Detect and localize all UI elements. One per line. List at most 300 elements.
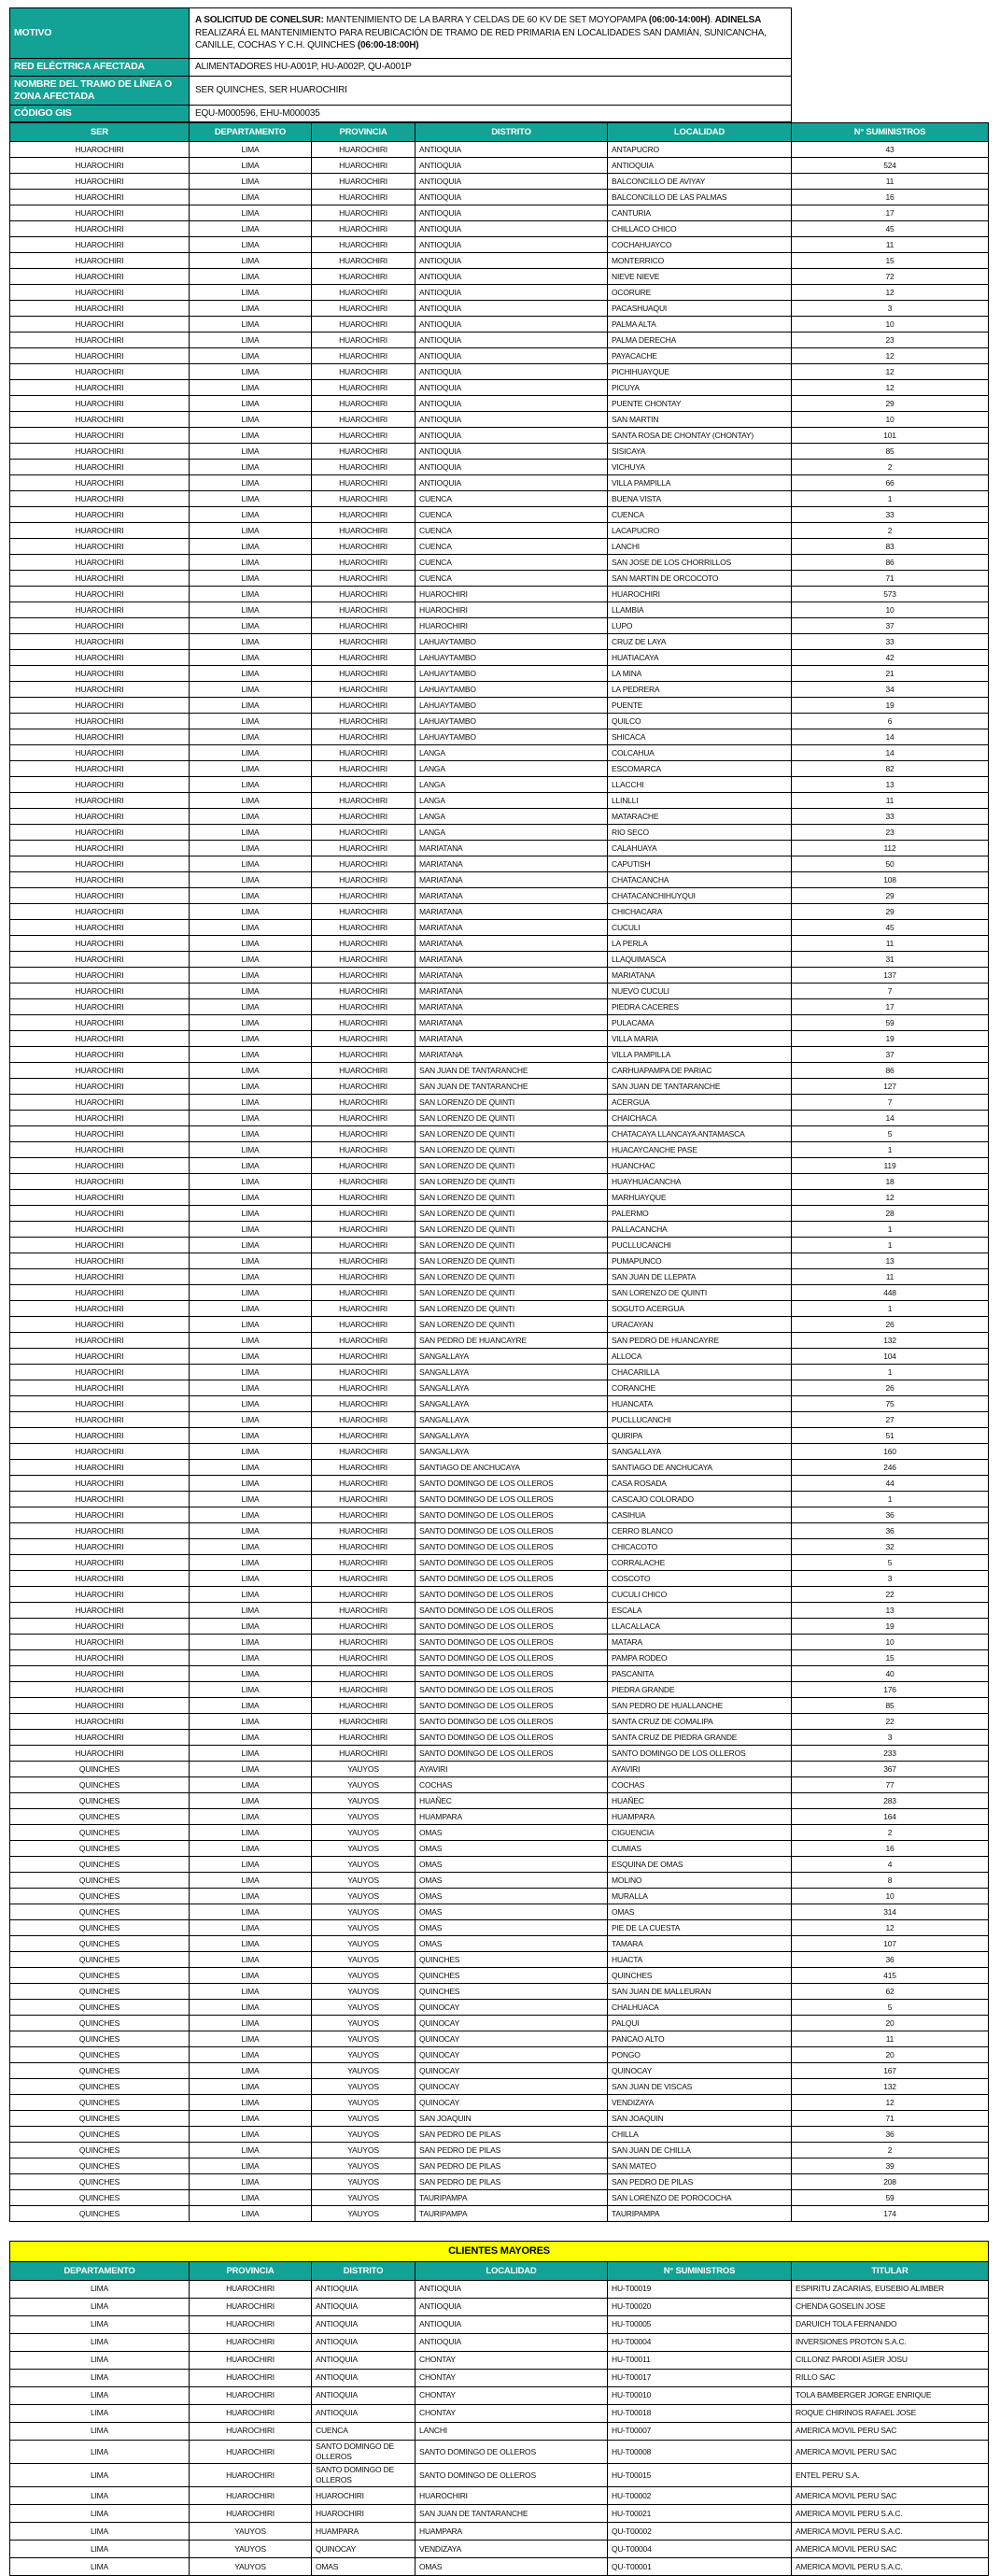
table-row bbox=[10, 2423, 989, 2441]
cell-departamento: LIMA bbox=[190, 174, 312, 190]
cell-suministros: 36 bbox=[792, 1523, 989, 1539]
cell-suministros: 208 bbox=[792, 2174, 989, 2190]
cell-provincia: HUAROCHIRI bbox=[312, 348, 415, 364]
table-row bbox=[10, 2016, 989, 2031]
cell-ser: HUAROCHIRI bbox=[10, 348, 190, 364]
cell-departamento: LIMA bbox=[190, 920, 312, 936]
cell-distrito: LANGA bbox=[415, 777, 608, 793]
cell-provincia: HUAROCHIRI bbox=[312, 317, 415, 333]
cell-ser: HUAROCHIRI bbox=[10, 698, 190, 714]
cell-departamento: LIMA bbox=[190, 1507, 312, 1523]
cell-provincia: HUAROCHIRI bbox=[190, 2334, 312, 2352]
cell-ser: HUAROCHIRI bbox=[10, 1698, 190, 1714]
cell-titular: DARUICH TOLA FERNANDO bbox=[792, 2316, 989, 2334]
cell-suministros: 33 bbox=[792, 809, 989, 825]
cell-ser: HUAROCHIRI bbox=[10, 1714, 190, 1730]
cell-titular: TOLA BAMBERGER JORGE ENRIQUE bbox=[792, 2387, 989, 2405]
cell-ser: HUAROCHIRI bbox=[10, 793, 190, 809]
cell-provincia: YAUYOS bbox=[312, 2206, 415, 2222]
cell-ser: QUINCHES bbox=[10, 1936, 190, 1952]
cell-distrito: ANTIOQUIA bbox=[415, 396, 608, 412]
cell-localidad: SAN MARTIN bbox=[608, 412, 792, 428]
cell-departamento: LIMA bbox=[190, 602, 312, 618]
cell-ser: HUAROCHIRI bbox=[10, 444, 190, 460]
cell-ser: HUAROCHIRI bbox=[10, 507, 190, 523]
cell-ser: HUAROCHIRI bbox=[10, 1682, 190, 1698]
cell-provincia: HUAROCHIRI bbox=[312, 1476, 415, 1492]
cell-distrito: SAN LORENZO DE QUINTI bbox=[415, 1269, 608, 1285]
table-row bbox=[10, 1889, 989, 1904]
cell-distrito: QUINOCAY bbox=[415, 2079, 608, 2095]
cell-titular: CHENDA GOSELIN JOSE bbox=[792, 2299, 989, 2316]
cell-distrito: QUINOCAY bbox=[415, 2031, 608, 2047]
cell-provincia: HUAROCHIRI bbox=[312, 1190, 415, 1206]
cell-departamento: LIMA bbox=[190, 507, 312, 523]
cell-distrito: SANTO DOMINGO DE LOS OLLEROS bbox=[415, 1714, 608, 1730]
col-header-distrito: DISTRITO bbox=[415, 123, 608, 142]
cell-distrito: OMAS bbox=[415, 1825, 608, 1841]
cell-localidad: PUCLLUCANCHI bbox=[608, 1238, 792, 1253]
cell-distrito: SANTO DOMINGO DE LOS OLLEROS bbox=[415, 1698, 608, 1714]
cell-ser: HUAROCHIRI bbox=[10, 1222, 190, 1238]
table-row bbox=[10, 2370, 989, 2387]
cell-localidad: CARHUAPAMPA DE PARIAC bbox=[608, 1063, 792, 1079]
table-row bbox=[10, 698, 989, 714]
cell-distrito: ANTIOQUIA bbox=[415, 174, 608, 190]
cell-departamento: LIMA bbox=[190, 1523, 312, 1539]
cell-distrito: ANTIOQUIA bbox=[415, 237, 608, 253]
table-row bbox=[10, 2158, 989, 2174]
col-header-localidad: LOCALIDAD bbox=[415, 2262, 608, 2281]
cell-departamento: LIMA bbox=[190, 2143, 312, 2158]
cell-distrito: SANGALLAYA bbox=[415, 1365, 608, 1380]
cell-suministros: 1 bbox=[792, 1492, 989, 1507]
cell-ser: HUAROCHIRI bbox=[10, 460, 190, 475]
cell-departamento: LIMA bbox=[190, 190, 312, 205]
cell-suministros: 21 bbox=[792, 666, 989, 682]
cell-provincia: HUAROCHIRI bbox=[312, 1619, 415, 1635]
cell-ser: QUINCHES bbox=[10, 2016, 190, 2031]
cell-provincia: HUAROCHIRI bbox=[312, 761, 415, 777]
table-row bbox=[10, 2405, 989, 2423]
cell-suministros: 44 bbox=[792, 1476, 989, 1492]
cell-ser: HUAROCHIRI bbox=[10, 1444, 190, 1460]
cell-localidad: CORANCHE bbox=[608, 1380, 792, 1396]
cell-departamento: LIMA bbox=[190, 2190, 312, 2206]
cell-departamento: LIMA bbox=[190, 1539, 312, 1555]
cell-departamento: LIMA bbox=[190, 1142, 312, 1158]
cell-provincia: YAUYOS bbox=[312, 2000, 415, 2016]
cell-localidad: SHICACA bbox=[608, 729, 792, 745]
cell-suministros: 36 bbox=[792, 1952, 989, 1968]
cell-departamento: LIMA bbox=[190, 618, 312, 634]
cell-departamento: LIMA bbox=[190, 428, 312, 444]
tramo-zona-value: SER QUINCHES, SER HUAROCHIRI bbox=[190, 76, 792, 105]
table-row bbox=[10, 1777, 989, 1793]
cell-departamento: LIMA bbox=[190, 1904, 312, 1920]
table-row bbox=[10, 888, 989, 904]
cell-departamento: LIMA bbox=[190, 1015, 312, 1031]
cell-departamento: LIMA bbox=[190, 587, 312, 602]
cell-suministros: 448 bbox=[792, 1285, 989, 1301]
cell-localidad: LA PERLA bbox=[608, 936, 792, 952]
cell-titular: AMERICA MOVIL PERU S.A.C. bbox=[792, 2558, 989, 2576]
table-row bbox=[10, 1285, 989, 1301]
cell-suministros: 1 bbox=[792, 1365, 989, 1380]
table-row bbox=[10, 1936, 989, 1952]
cell-suministros: 11 bbox=[792, 793, 989, 809]
cell-localidad: ANTIOQUIA bbox=[415, 2316, 608, 2334]
cell-ser: HUAROCHIRI bbox=[10, 174, 190, 190]
cell-localidad: VENDIZAYA bbox=[608, 2095, 792, 2111]
cell-localidad: SAN JUAN DE VISCAS bbox=[608, 2079, 792, 2095]
cell-ser: QUINCHES bbox=[10, 2063, 190, 2079]
cell-departamento: LIMA bbox=[190, 841, 312, 856]
motivo-text-3: REALIZARÁ EL MANTENIMIENTO PARA REUBICACIÓN DE TRAMO DE RED PRIMARIA EN LOCALIDADES SAN DAMIÁN, SUNICANCHA, CANILLE, COCHAS Y C.H. QUINCHES bbox=[195, 27, 767, 51]
cell-suministros: 36 bbox=[792, 2127, 989, 2143]
table-row bbox=[10, 1873, 989, 1889]
cell-distrito: SANTO DOMINGO DE LOS OLLEROS bbox=[415, 1635, 608, 1650]
cell-distrito: ANTIOQUIA bbox=[415, 348, 608, 364]
cell-distrito: OMAS bbox=[415, 1904, 608, 1920]
cell-ser: HUAROCHIRI bbox=[10, 968, 190, 984]
cell-suministros: 8 bbox=[792, 1873, 989, 1889]
cell-ser: HUAROCHIRI bbox=[10, 1635, 190, 1650]
cell-suministros: 7 bbox=[792, 984, 989, 999]
cell-departamento: LIMA bbox=[190, 1285, 312, 1301]
cell-provincia: HUAROCHIRI bbox=[312, 984, 415, 999]
cell-localidad: VILLA MARIA bbox=[608, 1031, 792, 1047]
cell-suministro-codigo: QU-T00001 bbox=[608, 2558, 792, 2576]
table-row bbox=[10, 1476, 989, 1492]
cell-provincia: HUAROCHIRI bbox=[312, 1063, 415, 1079]
table-row bbox=[10, 1238, 989, 1253]
cell-distrito: SAN LORENZO DE QUINTI bbox=[415, 1317, 608, 1333]
table-row bbox=[10, 1587, 989, 1603]
cell-ser: HUAROCHIRI bbox=[10, 1396, 190, 1412]
cell-departamento: LIMA bbox=[190, 253, 312, 269]
cell-localidad: HUACTA bbox=[608, 1952, 792, 1968]
cell-departamento: LIMA bbox=[190, 2111, 312, 2127]
cell-localidad: PALQUI bbox=[608, 2016, 792, 2031]
cell-localidad: OMAS bbox=[608, 1904, 792, 1920]
cell-localidad: HUAMPARA bbox=[415, 2523, 608, 2541]
motivo-bold-2: ADINELSA bbox=[714, 15, 762, 26]
cell-suministros: 17 bbox=[792, 205, 989, 221]
table-row bbox=[10, 396, 989, 412]
table-row bbox=[10, 412, 989, 428]
cell-distrito: ANTIOQUIA bbox=[415, 317, 608, 333]
cell-suministro-codigo: HU-T00019 bbox=[608, 2281, 792, 2299]
table-row bbox=[10, 2441, 989, 2464]
cell-distrito: SAN JOAQUIN bbox=[415, 2111, 608, 2127]
col-header-departamento: DEPARTAMENTO bbox=[10, 2262, 190, 2281]
cell-departamento: LIMA bbox=[190, 317, 312, 333]
cell-provincia: HUAROCHIRI bbox=[312, 1253, 415, 1269]
col-header-titular: TITULAR bbox=[792, 2262, 989, 2281]
cell-provincia: YAUYOS bbox=[312, 1904, 415, 1920]
cell-ser: HUAROCHIRI bbox=[10, 1555, 190, 1571]
cell-ser: HUAROCHIRI bbox=[10, 1126, 190, 1142]
cell-departamento: LIMA bbox=[190, 205, 312, 221]
cell-distrito: LANGA bbox=[415, 825, 608, 841]
table-row bbox=[10, 1333, 989, 1349]
table-row bbox=[10, 1603, 989, 1619]
cell-distrito: SAN JUAN DE TANTARANCHE bbox=[415, 1079, 608, 1095]
table-row bbox=[10, 285, 989, 301]
cell-distrito: QUINOCAY bbox=[415, 2016, 608, 2031]
cell-distrito: ANTIOQUIA bbox=[415, 412, 608, 428]
cell-ser: HUAROCHIRI bbox=[10, 1174, 190, 1190]
cell-provincia: YAUYOS bbox=[312, 1952, 415, 1968]
cell-ser: HUAROCHIRI bbox=[10, 555, 190, 571]
cell-distrito: SAN LORENZO DE QUINTI bbox=[415, 1238, 608, 1253]
cell-ser: HUAROCHIRI bbox=[10, 1412, 190, 1428]
cell-localidad: CHONTAY bbox=[415, 2387, 608, 2405]
cell-distrito: SAN LORENZO DE QUINTI bbox=[415, 1253, 608, 1269]
table-row bbox=[10, 1762, 989, 1777]
cell-distrito: ANTIOQUIA bbox=[415, 142, 608, 158]
cell-suministros: 28 bbox=[792, 1206, 989, 1222]
major-clients-table bbox=[9, 2241, 989, 2576]
cell-departamento: LIMA bbox=[190, 1190, 312, 1206]
cell-provincia: HUAROCHIRI bbox=[312, 1222, 415, 1238]
cell-ser: HUAROCHIRI bbox=[10, 1015, 190, 1031]
cell-localidad: CHILLA bbox=[608, 2127, 792, 2143]
cell-provincia: HUAROCHIRI bbox=[312, 1428, 415, 1444]
cell-suministros: 27 bbox=[792, 1412, 989, 1428]
cell-distrito: ANTIOQUIA bbox=[415, 269, 608, 285]
cell-ser: HUAROCHIRI bbox=[10, 618, 190, 634]
cell-provincia: YAUYOS bbox=[312, 1889, 415, 1904]
table-row bbox=[10, 571, 989, 587]
cell-suministros: 83 bbox=[792, 539, 989, 555]
cell-localidad: CAPUTISH bbox=[608, 856, 792, 872]
table-row bbox=[10, 475, 989, 491]
cell-provincia: HUAROCHIRI bbox=[312, 952, 415, 968]
cell-departamento: LIMA bbox=[190, 904, 312, 920]
table-row bbox=[10, 1015, 989, 1031]
cell-ser: HUAROCHIRI bbox=[10, 158, 190, 174]
cell-ser: QUINCHES bbox=[10, 1889, 190, 1904]
cell-suministros: 167 bbox=[792, 2063, 989, 2079]
table-row bbox=[10, 2095, 989, 2111]
cell-localidad: SANTO DOMINGO DE LOS OLLEROS bbox=[608, 1746, 792, 1762]
cell-provincia: HUAROCHIRI bbox=[312, 428, 415, 444]
cell-distrito: ANTIOQUIA bbox=[312, 2281, 415, 2299]
cell-localidad: COCHAS bbox=[608, 1777, 792, 1793]
cell-departamento: LIMA bbox=[190, 1317, 312, 1333]
cell-distrito: ANTIOQUIA bbox=[312, 2316, 415, 2334]
cell-distrito: SANTO DOMINGO DE LOS OLLEROS bbox=[415, 1587, 608, 1603]
cell-ser: HUAROCHIRI bbox=[10, 1650, 190, 1666]
table-row bbox=[10, 317, 989, 333]
cell-distrito: SAN LORENZO DE QUINTI bbox=[415, 1285, 608, 1301]
cell-localidad: RIO SECO bbox=[608, 825, 792, 841]
cell-provincia: YAUYOS bbox=[312, 1936, 415, 1952]
cell-ser: HUAROCHIRI bbox=[10, 1253, 190, 1269]
cell-suministros: 15 bbox=[792, 1650, 989, 1666]
table-row bbox=[10, 587, 989, 602]
cell-distrito: ANTIOQUIA bbox=[415, 301, 608, 317]
cell-localidad: CHICHACARA bbox=[608, 904, 792, 920]
cell-localidad: CUCULI bbox=[608, 920, 792, 936]
cell-suministros: 3 bbox=[792, 1730, 989, 1746]
table-row bbox=[10, 2505, 989, 2523]
cell-distrito: OMAS bbox=[415, 1873, 608, 1889]
table-row bbox=[10, 1555, 989, 1571]
cell-departamento: LIMA bbox=[190, 2031, 312, 2047]
cell-ser: QUINCHES bbox=[10, 2158, 190, 2174]
cell-provincia: HUAROCHIRI bbox=[312, 1603, 415, 1619]
cell-ser: HUAROCHIRI bbox=[10, 1349, 190, 1365]
cell-localidad: CHATACANCHA bbox=[608, 872, 792, 888]
cell-suministro-codigo: HU-T00021 bbox=[608, 2505, 792, 2523]
cell-departamento: LIMA bbox=[190, 1984, 312, 2000]
cell-provincia: HUAROCHIRI bbox=[312, 888, 415, 904]
cell-suministro-codigo: HU-T00007 bbox=[608, 2423, 792, 2441]
cell-localidad: SANTA CRUZ DE PIEDRA GRANDE bbox=[608, 1730, 792, 1746]
cell-distrito: QUINOCAY bbox=[415, 2095, 608, 2111]
cell-distrito: SANGALLAYA bbox=[415, 1412, 608, 1428]
cell-departamento: LIMA bbox=[10, 2464, 190, 2487]
cell-distrito: SAN LORENZO DE QUINTI bbox=[415, 1142, 608, 1158]
table-row bbox=[10, 1571, 989, 1587]
cell-distrito: SANTO DOMINGO DE OLLEROS bbox=[312, 2441, 415, 2464]
cell-suministros: 112 bbox=[792, 841, 989, 856]
cell-departamento: LIMA bbox=[190, 2047, 312, 2063]
cell-localidad: CUMIAS bbox=[608, 1841, 792, 1857]
cell-localidad: NIEVE NIEVE bbox=[608, 269, 792, 285]
cell-suministros: 11 bbox=[792, 936, 989, 952]
cell-ser: QUINCHES bbox=[10, 1762, 190, 1777]
cell-titular: AMERICA MOVIL PERU SAC bbox=[792, 2423, 989, 2441]
table-row bbox=[10, 968, 989, 984]
cell-provincia: HUAROCHIRI bbox=[312, 475, 415, 491]
cell-provincia: YAUYOS bbox=[312, 2190, 415, 2206]
cell-provincia: HUAROCHIRI bbox=[312, 1444, 415, 1460]
cell-ser: HUAROCHIRI bbox=[10, 237, 190, 253]
cell-ser: HUAROCHIRI bbox=[10, 364, 190, 380]
cell-localidad: PULACAMA bbox=[608, 1015, 792, 1031]
cell-localidad: CHICACOTO bbox=[608, 1539, 792, 1555]
cell-distrito: ANTIOQUIA bbox=[312, 2387, 415, 2405]
cell-provincia: HUAROCHIRI bbox=[312, 1126, 415, 1142]
table-row bbox=[10, 1412, 989, 1428]
cell-distrito: QUINCHES bbox=[415, 1984, 608, 2000]
cell-distrito: SAN JUAN DE TANTARANCHE bbox=[415, 1063, 608, 1079]
cell-provincia: HUAROCHIRI bbox=[312, 745, 415, 761]
table-row bbox=[10, 1253, 989, 1269]
cell-departamento: LIMA bbox=[190, 2063, 312, 2079]
cell-distrito: SANGALLAYA bbox=[415, 1428, 608, 1444]
cell-localidad: SAN MARTIN DE ORCOCOTO bbox=[608, 571, 792, 587]
cell-provincia: HUAROCHIRI bbox=[312, 1682, 415, 1698]
cell-localidad: SANTA ROSA DE CHONTAY (CHONTAY) bbox=[608, 428, 792, 444]
cell-distrito: OMAS bbox=[415, 1889, 608, 1904]
cell-localidad: QUIRIPA bbox=[608, 1428, 792, 1444]
cell-localidad: PUENTE CHONTAY bbox=[608, 396, 792, 412]
cell-departamento: LIMA bbox=[190, 745, 312, 761]
cell-distrito: HUAMPARA bbox=[415, 1809, 608, 1825]
cell-provincia: HUAROCHIRI bbox=[312, 190, 415, 205]
cell-provincia: HUAROCHIRI bbox=[312, 333, 415, 348]
cell-departamento: LIMA bbox=[190, 2206, 312, 2222]
cell-localidad: LLINLLI bbox=[608, 793, 792, 809]
cell-suministros: 4 bbox=[792, 1857, 989, 1873]
supply-table-body bbox=[10, 142, 989, 2222]
cell-ser: HUAROCHIRI bbox=[10, 412, 190, 428]
cell-provincia: HUAROCHIRI bbox=[312, 634, 415, 650]
cell-departamento: LIMA bbox=[190, 872, 312, 888]
cell-departamento: LIMA bbox=[190, 1841, 312, 1857]
cell-localidad: SAN PEDRO DE HUALLANCHE bbox=[608, 1698, 792, 1714]
cell-distrito: AYAVIRI bbox=[415, 1762, 608, 1777]
cell-provincia: HUAROCHIRI bbox=[312, 1142, 415, 1158]
col-header-provincia: PROVINCIA bbox=[312, 123, 415, 142]
supply-table-header bbox=[10, 123, 989, 142]
cell-departamento: LIMA bbox=[190, 968, 312, 984]
cell-distrito: QUINCHES bbox=[415, 1952, 608, 1968]
cell-provincia: HUAROCHIRI bbox=[312, 793, 415, 809]
cell-provincia: HUAROCHIRI bbox=[312, 872, 415, 888]
table-row bbox=[10, 2558, 989, 2576]
cell-ser: HUAROCHIRI bbox=[10, 491, 190, 507]
cell-suministros: 20 bbox=[792, 2016, 989, 2031]
table-row bbox=[10, 1079, 989, 1095]
cell-localidad: NUEVO CUCULI bbox=[608, 984, 792, 999]
cell-localidad: HUAYHUACANCHA bbox=[608, 1174, 792, 1190]
table-row bbox=[10, 1095, 989, 1111]
cell-localidad: PALLACANCHA bbox=[608, 1222, 792, 1238]
cell-suministros: 3 bbox=[792, 1571, 989, 1587]
cell-provincia: HUAROCHIRI bbox=[312, 714, 415, 729]
red-electrica-label: RED ELÉCTRICA AFECTADA bbox=[10, 59, 190, 77]
cell-suministros: 1 bbox=[792, 491, 989, 507]
cell-departamento: LIMA bbox=[190, 825, 312, 841]
cell-departamento: LIMA bbox=[190, 1476, 312, 1492]
cell-suministro-codigo: HU-T00010 bbox=[608, 2387, 792, 2405]
cell-ser: HUAROCHIRI bbox=[10, 809, 190, 825]
table-row bbox=[10, 841, 989, 856]
cell-distrito: LAHUAYTAMBO bbox=[415, 714, 608, 729]
cell-provincia: HUAROCHIRI bbox=[312, 396, 415, 412]
cell-departamento: LIMA bbox=[190, 1650, 312, 1666]
cell-provincia: HUAROCHIRI bbox=[312, 856, 415, 872]
cell-localidad: VILLA PAMPILLA bbox=[608, 475, 792, 491]
table-row bbox=[10, 2000, 989, 2016]
cell-ser: HUAROCHIRI bbox=[10, 1206, 190, 1222]
cell-distrito: SAN LORENZO DE QUINTI bbox=[415, 1174, 608, 1190]
cell-distrito: MARIATANA bbox=[415, 952, 608, 968]
cell-suministros: 11 bbox=[792, 2031, 989, 2047]
cell-suministros: 45 bbox=[792, 920, 989, 936]
cell-distrito: MARIATANA bbox=[415, 1047, 608, 1063]
cell-distrito: SANTIAGO DE ANCHUCAYA bbox=[415, 1460, 608, 1476]
cell-departamento: LIMA bbox=[190, 158, 312, 174]
cell-ser: HUAROCHIRI bbox=[10, 1380, 190, 1396]
cell-departamento: LIMA bbox=[190, 1619, 312, 1635]
table-row bbox=[10, 2127, 989, 2143]
table-row bbox=[10, 952, 989, 968]
table-row bbox=[10, 348, 989, 364]
cell-provincia: YAUYOS bbox=[190, 2523, 312, 2541]
cell-provincia: HUAROCHIRI bbox=[312, 1571, 415, 1587]
cell-localidad: SOGUTO ACERGUA bbox=[608, 1301, 792, 1317]
cell-distrito: OMAS bbox=[415, 1841, 608, 1857]
cell-suministros: 11 bbox=[792, 174, 989, 190]
cell-departamento: LIMA bbox=[190, 460, 312, 475]
